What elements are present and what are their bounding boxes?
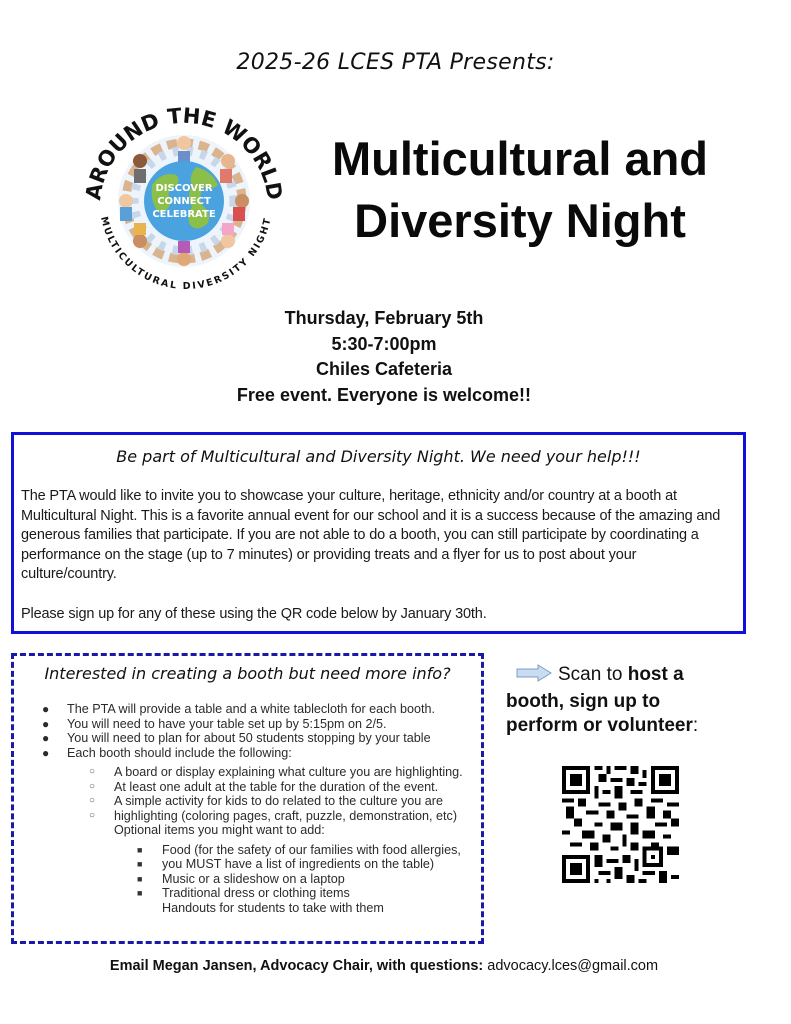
- bullet-square-icon: ■: [137, 888, 143, 898]
- contact-lead: Email Megan Jansen, Advocacy Chair, with questions:: [109, 958, 484, 974]
- title-line-2: Diversity Night: [354, 194, 686, 247]
- bullet-circle-icon: ○: [89, 809, 96, 821]
- bullet-square-icon: ■: [137, 873, 143, 884]
- help-body: [21, 487, 735, 624]
- svg-text:MULTICULTURAL DIVERSITY NIGHT: MULTICULTURAL DIVERSITY NIGHT: [98, 215, 274, 293]
- scan-bold-2: booth, sign up to: [506, 690, 661, 712]
- optional-item: Handouts for students to take with them: [162, 900, 384, 915]
- bullet-dot-icon: ●: [42, 745, 50, 760]
- sub-list-item: ○ At least one adult at the table for the duration of the event.: [89, 779, 439, 794]
- title-line-1: Multicultural and: [332, 132, 708, 185]
- bullet-circle-icon: ○: [89, 780, 96, 792]
- scan-instructions: [506, 663, 726, 739]
- list-item: ● You will need to have your table set up by 5:15pm on 2/5.: [42, 716, 387, 731]
- bullet-circle-icon: ○: [89, 766, 96, 777]
- qr-code-icon[interactable]: [562, 766, 679, 883]
- help-paragraph-2: Please sign up for any of these using the QR code below by January 30th.: [21, 605, 487, 622]
- logo-graphic: [78, 95, 288, 295]
- sub-list-item: ○ A board or display explaining what culture you are highlighting.: [89, 765, 463, 779]
- list-item: ● The PTA will provide a table and a white tablecloth for each booth.: [42, 702, 436, 716]
- logo-celebrate: CELEBRATE: [152, 209, 216, 220]
- svg-text:AROUND THE WORLD: AROUND THE WORLD: [81, 103, 287, 202]
- bullet-dot-icon: ●: [42, 716, 50, 731]
- help-paragraph-1: The PTA would like to invite you to showcase your culture, heritage, ethnicity and/or country at a booth at Multicultural Night. This is a favorite annual event for our school and it is a success because of the amazing and generous families that participate. If you are not able to do a booth, you can still participate by coordinating a performance on the stage (up to 7 minutes) or providing treats and a flyer for us to post about your culture/country.: [21, 488, 721, 582]
- event-details: [0, 306, 768, 408]
- booth-info-heading: Interested in creating a booth but need more info?: [44, 664, 451, 683]
- bullet-circle-icon: ○: [89, 795, 96, 806]
- bullet-square-icon: ■: [137, 859, 143, 869]
- bullet-dot-icon: ●: [42, 731, 50, 745]
- event-time: 5:30-7:00pm: [331, 333, 437, 354]
- sub-list-item: ○ A simple activity for kids to do related to the culture you are: [89, 794, 443, 808]
- help-heading: Be part of Multicultural and Diversity Night. We need your help!!!: [116, 447, 641, 466]
- contact-email-link[interactable]: advocacy.lces@gmail.com: [487, 958, 659, 974]
- sub-list-item: Optional items you might want to add:: [114, 823, 325, 837]
- bullet-square-icon: ■: [137, 844, 143, 855]
- scan-bold-3: perform or volunteer: [506, 715, 693, 736]
- event-location: Chiles Cafeteria: [315, 359, 453, 379]
- list-item: ● You will need to plan for about 50 students stopping by your table: [42, 731, 431, 745]
- scan-bold-1: host a: [627, 664, 684, 685]
- logo-connect: CONNECT: [157, 196, 211, 207]
- optional-item: ■ Music or a slideshow on a laptop: [137, 871, 345, 886]
- event-title: [300, 128, 740, 252]
- optional-item: ■ you MUST have a list of ingredients on the table): [137, 857, 435, 871]
- scan-prefix: Scan to: [558, 664, 628, 685]
- help-callout-box: [11, 432, 746, 634]
- list-item: ● Each booth should include the following:: [42, 745, 292, 760]
- scan-suffix: :: [692, 715, 699, 736]
- around-the-world-logo: [78, 95, 288, 295]
- right-arrow-icon: [516, 664, 552, 690]
- contact-footer: [0, 958, 768, 974]
- presents-heading: 2025-26 LCES PTA Presents:: [236, 50, 555, 75]
- logo-discover: DISCOVER: [155, 183, 213, 194]
- sub-list-item: ○ highlighting (coloring pages, craft, puzzle, demonstration, etc): [89, 808, 458, 823]
- event-note: Free event. Everyone is welcome!!: [236, 384, 532, 405]
- booth-info-list: [14, 702, 481, 915]
- optional-item: ■ Food (for the safety of our families with food allergies,: [137, 842, 461, 857]
- optional-item: ■ Traditional dress or clothing items: [137, 886, 350, 900]
- booth-info-box: [11, 653, 484, 944]
- bullet-dot-icon: ●: [42, 702, 50, 716]
- event-date: Thursday, February 5th: [284, 308, 484, 328]
